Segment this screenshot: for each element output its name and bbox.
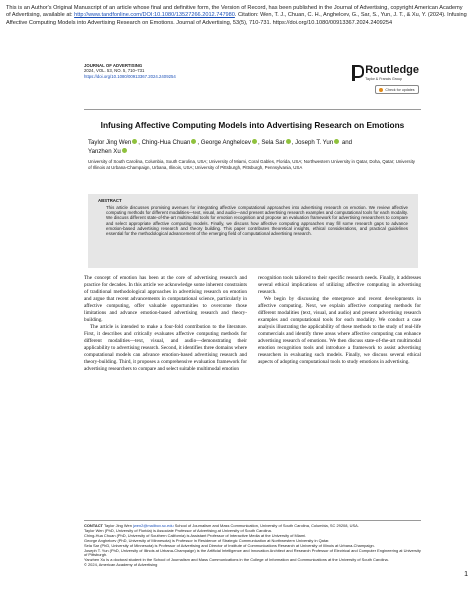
abstract-heading: ABSTRACT — [98, 198, 122, 203]
check-for-updates-button[interactable] — [375, 85, 419, 94]
bio-line: Joseph T. Yun (PhD, University of Illinois at Urbana-Champaign) is the Artificial Intelligence and Innovation Architect and Research Professor of Electrical and Computer Engineering at University of Pittsburgh. — [84, 547, 421, 558]
journal-name: JOURNAL OF ADVERTISING — [84, 63, 143, 68]
body-paragraph: recognition tools tailored to their specific research needs. Finally, it addresses several ethical implications of utilizing affective computing in advertising research. — [258, 275, 421, 295]
article-first-page — [84, 63, 421, 568]
body-columns — [84, 275, 421, 499]
author-affiliations: University of South Carolina, Columbia, South Carolina, USA; University of Miami, Coral Gables, Florida, USA; Northwestern University in Qatar, Doha, Qatar; University of Illinois at Urbana-Champaign, Urbana, Illinois, USA; University of Pittsburgh, Pittsburgh, Pennsylvania, USA — [88, 159, 415, 170]
orcid-icon[interactable] — [122, 148, 127, 153]
contact-label: CONTACT — [84, 523, 103, 528]
body-paragraph: The article is intended to make a four-fold contribution to the literature. First, it describes and critically evaluates affective computing methods for different modalities—text, visual, and audio—demonstrating their applicability to advertising research. Second, it identifies three domains where computational models can advance emotion-based advertising research and theory-building. Third, it proposes a comprehensive evaluation framework for advertising researchers to compare and select suitable multimodal emotion — [84, 324, 247, 372]
author-name: Taylor Jing Wen — [88, 139, 132, 146]
publisher-subtitle: Taylor & Francis Group — [365, 77, 402, 81]
orcid-icon[interactable] — [132, 139, 137, 144]
body-right-column — [258, 275, 421, 366]
contact-email-link[interactable]: jwen2@mailbox.sc.edu — [133, 523, 174, 528]
author-name: , Joseph T. Yun — [291, 139, 334, 146]
body-paragraph: The concept of emotion has been at the core of advertising research and practice for decades. In this article we acknowledge some inherent constraints of traditional methodological approaches in advertising research on emotion and argue that recent advancements in computational science, particularly in affective computing, offer valuable opportunities to overcome those limitations and advance emotion-based advertising research and theory-building. — [84, 275, 247, 323]
notice-text-2: . Citation: Wen, T. J., Chuan, C. H., Anghelcev, G., Sar, S., Yun, J. T., & Xu, Y. (2024). Infusing Affective Computing Models into Advertising Research on Emotions. Journal of Advertising, 53(5), 710-731. https://doi.org/10.1080/00913367.2024.2409254 — [6, 12, 467, 26]
author-list — [88, 138, 418, 156]
abstract-text: This article discusses promising avenues for integrating affective computational approaches into advertising research on emotion. We review affective computing methods for different modalities—text, visual, and audio—and present advertising research examples and computational tools for each modality. We discuss different state-of-the-art multimodal tools for emotion recognition and propose an evaluation framework for advertising researchers to compare and select appropriate affective computing models. Finally, we discuss how affective computing approaches may fill some research gaps to advance emotion-based advertising research and theory building. This paper contributes theoretical insights, ethical considerations, and practical guidelines essential for the methodological advancement of the emerging field of computational advertising research. — [106, 205, 408, 237]
publisher-name: Routledge — [365, 64, 419, 76]
journal-volume: 2024, VOL. 53, NO. 5, 710–731 — [84, 68, 145, 74]
author-name: , Ching-Hua Chuan — [138, 139, 191, 146]
orcid-icon[interactable] — [191, 139, 196, 144]
bio-line: Yanzhen Xu is a doctoral student in the School of Journalism and Mass Communications in the College of Information and Communications at the University of South Carolina. — [84, 557, 389, 563]
notice-link[interactable]: http://www.tandfonline.com/DOI:10.1080/13527266.2012.747980 — [74, 12, 235, 19]
orcid-icon[interactable] — [252, 139, 257, 144]
manuscript-notice — [6, 5, 468, 27]
abstract-box — [88, 194, 418, 268]
routledge-logo-icon — [352, 65, 362, 81]
footnotes — [84, 524, 421, 568]
contact-address: School of Journalism and Mass Communication, University of South Carolina, Columbia, SC 29208, USA. — [174, 523, 359, 528]
contact-name: Taylor Jing Wen — [104, 523, 132, 528]
author-connector: and — [340, 139, 353, 146]
body-left-column — [84, 275, 247, 373]
journal-doi-link[interactable]: https://doi.org/10.1080/00913367.2024.2409254 — [84, 73, 176, 79]
author-name: , George Anghelcev — [197, 139, 251, 146]
article-title: Infusing Affective Computing Models into Advertising Research on Emotions — [100, 120, 405, 130]
body-paragraph: We begin by discussing the emergence and recent developments in affective computing. Next, we explain affective computing methods for different modalities (text, visual, and audio) and present advertising research examples and computational tools for each modality. We conduct a case analysis illustrating the applicability of these methods to the study of real-life commercials and identify three areas where affective computing can enhance advertising research of emotions. We then discuss state-of-the-art multimodal emotion recognition tools and introduce a framework to assist advertising researchers in evaluating such models. Finally, we discuss several ethical aspects of adopting computational tools to study emotions in advertising. — [258, 296, 421, 365]
page-number: 1 — [464, 571, 468, 578]
author-name: , Sela Sar — [257, 139, 285, 146]
bio-line: Taylor Wen (PhD, University of Florida) is Associate Professor of Advertising at University of South Carolina. — [84, 527, 272, 533]
bio-line: George Anghelcev (PhD, University of Minnesota) is Professor in Residence of Strategic Communication at Northwestern University in Qatar. — [84, 537, 330, 543]
author-name: Yanzhen Xu — [88, 148, 121, 155]
check-for-updates-label: Check for updates — [385, 88, 415, 92]
notice-text-1: This is an Author's Original Manuscript of an article whose final and definitive form, the Version of Record, has been published in the Journal of Advertising, copyright American Academy of Advertising, available at: — [6, 5, 463, 19]
bio-line: Ching-Hua Chuan (PhD, University of Southern California) is Assistant Professor of Interactive Media at the University of Miami. — [84, 532, 307, 538]
bio-line: Sela Sar (PhD, University of Minnesota) is Professor of Advertising and Director of Institute of Communications Research at University of Illinois at Urbana-Champaign. — [84, 542, 375, 548]
header-divider — [84, 109, 421, 110]
journal-info — [84, 63, 176, 79]
footnote-divider — [84, 520, 421, 521]
updates-icon — [379, 88, 383, 92]
routledge-logo — [352, 65, 419, 81]
orcid-icon[interactable] — [334, 139, 339, 144]
copyright-line: © 2024, American Academy of Advertising — [84, 562, 158, 568]
orcid-icon[interactable] — [286, 139, 291, 144]
